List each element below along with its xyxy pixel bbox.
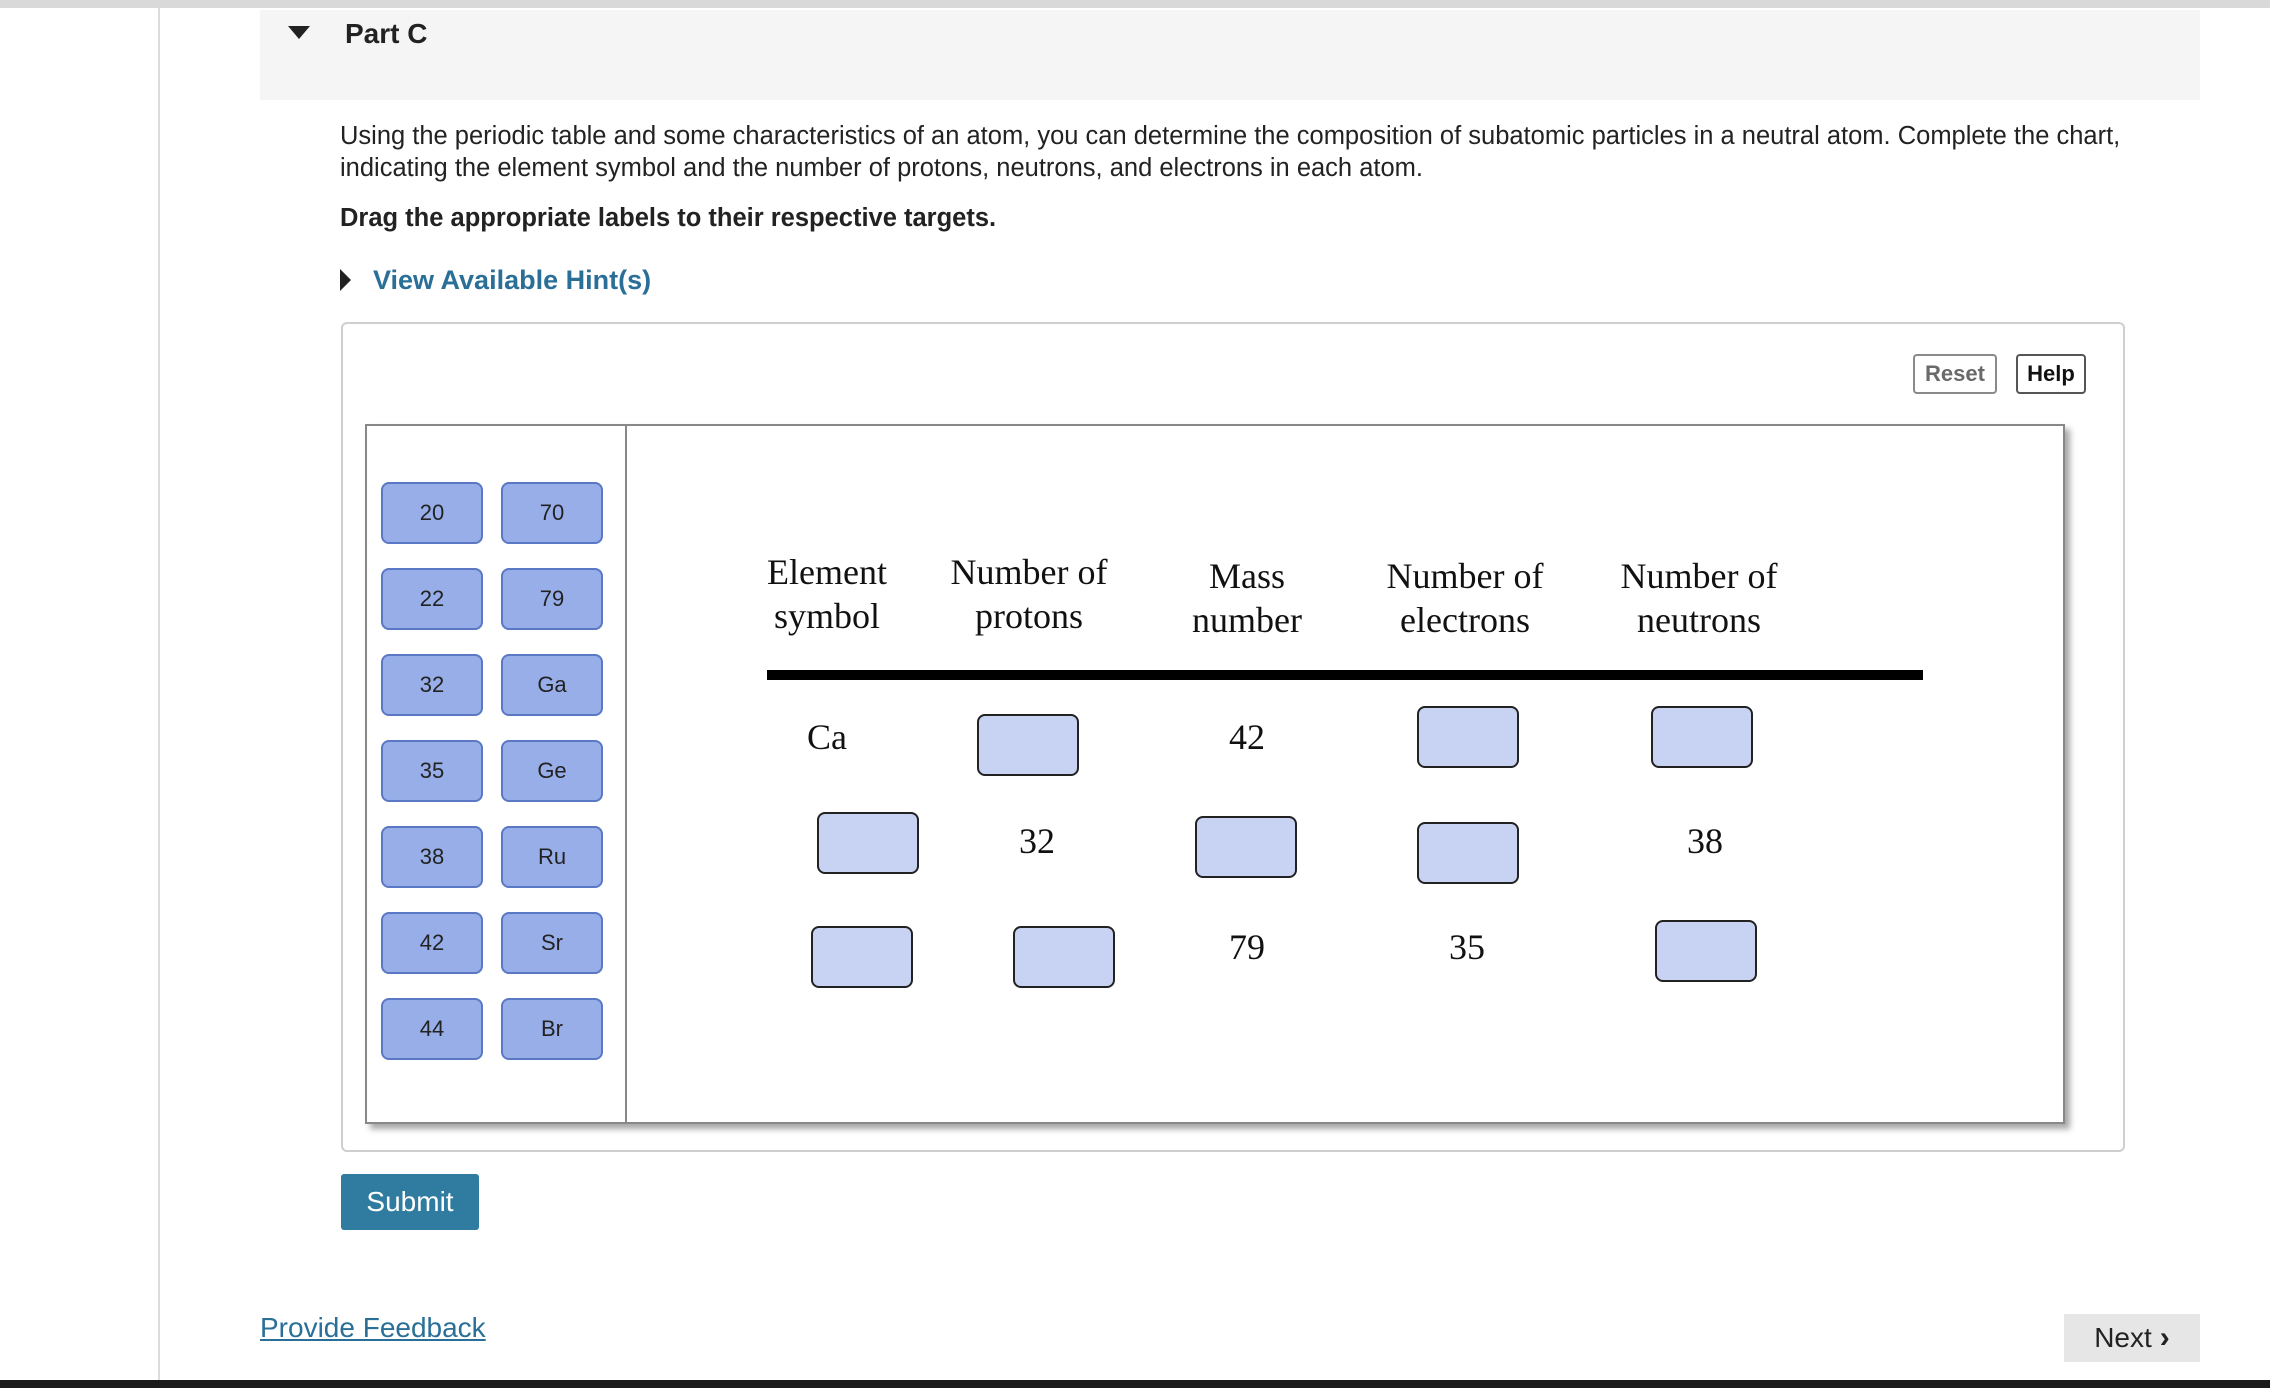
row1-mass-number: 42 — [1229, 717, 1265, 757]
header-divider — [767, 670, 1923, 680]
header-line: Number of — [950, 552, 1108, 592]
drop-target-row1-electrons[interactable] — [1417, 706, 1519, 768]
top-border — [0, 0, 2270, 8]
provide-feedback-link[interactable]: Provide Feedback — [260, 1312, 486, 1343]
drag-label[interactable]: 35 — [381, 740, 483, 802]
view-hints-label[interactable]: View Available Hint(s) — [373, 264, 652, 295]
header-line: Element — [767, 552, 887, 592]
header-mass-number — [1137, 554, 1357, 642]
instructions-text: Using the periodic table and some characteristics of an atom, you can determine the composition of subatomic particles in a neutral atom. Complete the chart, indicating the element symbol and the number of protons, neutrons, and electrons in each atom. — [340, 122, 2121, 182]
drag-instruction: Drag the appropriate labels to their respective targets. — [340, 204, 997, 232]
view-hints-toggle[interactable] — [340, 262, 651, 298]
chevron-right-icon: › — [2159, 1321, 2170, 1354]
caret-right-icon — [340, 269, 351, 291]
drag-label[interactable]: Sr — [501, 912, 603, 974]
header-line: Number of — [1620, 556, 1778, 596]
drag-drop-widget — [341, 322, 2125, 1152]
drag-drop-canvas — [365, 424, 2065, 1124]
drop-target-row2-element-symbol[interactable] — [817, 812, 919, 874]
header-number-of-protons — [919, 550, 1139, 638]
header-line: electrons — [1400, 600, 1530, 640]
header-number-of-neutrons — [1589, 554, 1809, 642]
header-line: Mass — [1208, 556, 1285, 596]
drag-label[interactable]: 32 — [381, 654, 483, 716]
drag-label[interactable]: Br — [501, 998, 603, 1060]
submit-button[interactable]: Submit — [341, 1174, 479, 1230]
drop-target-row3-element-symbol[interactable] — [811, 926, 913, 988]
drop-target-row2-electrons[interactable] — [1417, 822, 1519, 884]
part-header[interactable] — [260, 10, 2200, 100]
drag-label[interactable]: 42 — [381, 912, 483, 974]
labels-panel — [367, 426, 627, 1122]
next-label: Next — [2094, 1322, 2152, 1353]
drag-label[interactable]: 20 — [381, 482, 483, 544]
collapse-caret-icon[interactable] — [288, 26, 310, 39]
drag-label[interactable]: 22 — [381, 568, 483, 630]
header-element-symbol — [717, 550, 937, 638]
drop-target-row2-mass-number[interactable] — [1195, 816, 1297, 878]
part-title: Part C — [345, 18, 428, 49]
help-button[interactable]: Help — [2016, 354, 2086, 394]
bottom-border — [0, 1380, 2270, 1388]
header-line: number — [1192, 600, 1302, 640]
atom-composition-table — [627, 426, 2063, 1122]
next-button[interactable] — [2064, 1314, 2200, 1362]
drag-label[interactable]: Ge — [501, 740, 603, 802]
row1-element-symbol: Ca — [807, 717, 847, 757]
header-line: neutrons — [1637, 600, 1761, 640]
left-margin-rule — [158, 8, 160, 1380]
row2-number-of-neutrons: 38 — [1687, 821, 1723, 861]
row2-number-of-protons: 32 — [1019, 821, 1055, 861]
drop-target-row3-protons[interactable] — [1013, 926, 1115, 988]
drag-label[interactable]: 70 — [501, 482, 603, 544]
header-number-of-electrons — [1355, 554, 1575, 642]
header-line: protons — [975, 596, 1083, 636]
header-line: symbol — [773, 596, 880, 636]
drag-label[interactable]: 44 — [381, 998, 483, 1060]
row3-number-of-electrons: 35 — [1449, 927, 1485, 967]
header-line: Number of — [1386, 556, 1544, 596]
drag-label[interactable]: Ga — [501, 654, 603, 716]
row3-mass-number: 79 — [1229, 927, 1265, 967]
drag-label[interactable]: Ru — [501, 826, 603, 888]
drag-label[interactable]: 38 — [381, 826, 483, 888]
drag-label[interactable]: 79 — [501, 568, 603, 630]
reset-button[interactable]: Reset — [1913, 354, 1997, 394]
drop-target-row3-neutrons[interactable] — [1655, 920, 1757, 982]
drop-target-row1-neutrons[interactable] — [1651, 706, 1753, 768]
drop-target-row1-protons[interactable] — [977, 714, 1079, 776]
